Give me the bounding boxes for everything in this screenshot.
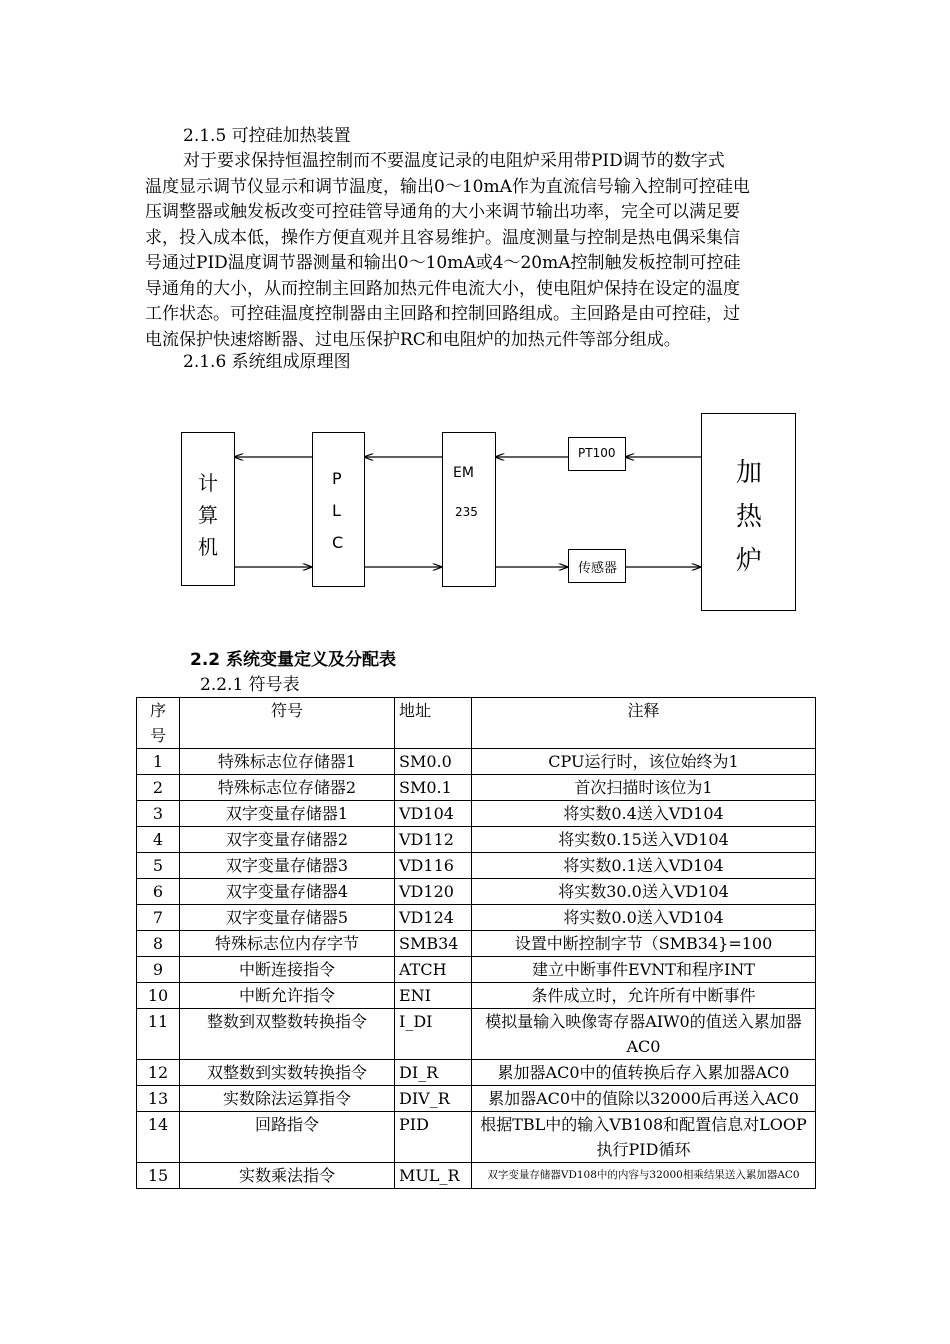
em-235-label: 235 xyxy=(455,505,478,519)
furnace-label-1: 加 xyxy=(736,458,763,488)
row-comment: 累加器AC0中的值除以32000后再送入AC0 xyxy=(472,1086,816,1112)
row-address: VD112 xyxy=(395,827,472,853)
row-comment: 将实数0.1送入VD104 xyxy=(472,853,816,879)
row-comment: CPU运行时，该位始终为1 xyxy=(472,749,816,775)
computer-label-3: 机 xyxy=(198,535,218,559)
paragraph-line: 号通过PID温度调节器测量和输出0～10mA或4～20mA控制触发板控制可控硅 xyxy=(145,253,741,273)
row-comment: 累加器AC0中的值转换后存入累加器AC0 xyxy=(472,1060,816,1086)
row-symbol: 实数乘法指令 xyxy=(180,1163,395,1189)
sensor-label: 传感器 xyxy=(578,561,618,576)
row-address: ATCH xyxy=(395,957,472,983)
paragraph-line: 工作状态。可控硅温度控制器由主回路和控制回路组成。主回路是由可控硅，过 xyxy=(145,304,740,324)
row-comment: 条件成立时，允许所有中断事件 xyxy=(472,983,816,1009)
row-symbol: 双字变量存储器1 xyxy=(180,801,395,827)
pt100-label: PT100 xyxy=(578,446,616,460)
header-address: 地址 xyxy=(395,698,472,749)
table-row xyxy=(137,1060,816,1086)
row-symbol: 双整数到实数转换指令 xyxy=(180,1060,395,1086)
row-address: SM0.0 xyxy=(395,749,472,775)
plc-label-c: C xyxy=(332,533,344,552)
section-2-2-heading: 2.2 系统变量定义及分配表 xyxy=(190,650,397,670)
row-no: 7 xyxy=(137,905,180,931)
table-header-row xyxy=(137,698,816,749)
table-row xyxy=(137,1086,816,1112)
furnace-label-2: 热 xyxy=(736,502,763,532)
paragraph-line: 压调整器或触发板改变可控硅管导通角的大小来调节输出功率，完全可以满足要 xyxy=(145,202,740,222)
row-address: MUL_R xyxy=(395,1163,472,1189)
symbol-table xyxy=(136,697,816,1189)
furnace-label-3: 炉 xyxy=(736,546,763,576)
em235-block xyxy=(442,432,496,587)
row-symbol: 整数到双整数转换指令 xyxy=(180,1009,395,1060)
row-symbol: 双字变量存储器5 xyxy=(180,905,395,931)
table-row xyxy=(137,775,816,801)
paragraph-line: 温度显示调节仪显示和调节温度，输出0～10mA作为直流信号输入控制可控硅电 xyxy=(145,176,750,197)
row-comment: 根据TBL中的输入VB108和配置信息对LOOP执行PID循环 xyxy=(472,1112,816,1163)
row-symbol: 回路指令 xyxy=(180,1112,395,1163)
table-row xyxy=(137,879,816,905)
row-symbol: 双字变量存储器3 xyxy=(180,853,395,879)
table-row xyxy=(137,749,816,775)
table-row xyxy=(137,853,816,879)
row-symbol: 特殊标志位存储器1 xyxy=(180,749,395,775)
row-address: VD124 xyxy=(395,905,472,931)
table-row xyxy=(137,983,816,1009)
row-symbol: 特殊标志位内存字节 xyxy=(180,931,395,957)
section-2-1-6-heading: 2.1.6 系统组成原理图 xyxy=(183,352,351,372)
paragraph-line: 电流保护快速熔断器、过电压保护RC和电阻炉的加热元件等部分组成。 xyxy=(145,329,681,350)
table-row xyxy=(137,827,816,853)
pt100-block xyxy=(568,437,626,471)
table-row xyxy=(137,1112,816,1163)
row-no: 15 xyxy=(137,1163,180,1189)
row-address: SM0.1 xyxy=(395,775,472,801)
row-comment: 双字变量存储器VD108中的内容与32000相乘结果送入累加器AC0 xyxy=(472,1163,816,1189)
row-comment: 模拟量输入映像寄存器AIW0的值送入累加器AC0 xyxy=(472,1009,816,1060)
header-no xyxy=(137,698,180,749)
row-no: 10 xyxy=(137,983,180,1009)
computer-label-2: 算 xyxy=(198,503,218,527)
row-symbol: 双字变量存储器2 xyxy=(180,827,395,853)
row-no: 14 xyxy=(137,1112,180,1163)
row-symbol: 中断连接指令 xyxy=(180,957,395,983)
section-2-1-5-paragraph xyxy=(145,149,810,353)
row-symbol: 双字变量存储器4 xyxy=(180,879,395,905)
row-comment: 将实数0.0送入VD104 xyxy=(472,905,816,931)
row-no: 11 xyxy=(137,1009,180,1060)
header-no-line1: 序 xyxy=(149,701,166,720)
sensor-block xyxy=(568,549,626,583)
row-address: PID xyxy=(395,1112,472,1163)
row-address: DIV_R xyxy=(395,1086,472,1112)
paragraph-line: 对于要求保持恒温控制而不要温度记录的电阻炉采用带PID调节的数字式 xyxy=(183,151,725,171)
row-comment: 将实数0.4送入VD104 xyxy=(472,801,816,827)
row-comment: 设置中断控制字节（SMB34}=100 xyxy=(472,931,816,957)
em-label: EM xyxy=(453,465,474,481)
row-symbol: 中断允许指令 xyxy=(180,983,395,1009)
row-no: 5 xyxy=(137,853,180,879)
row-no: 6 xyxy=(137,879,180,905)
row-address: VD120 xyxy=(395,879,472,905)
computer-label-1: 计 xyxy=(198,471,218,495)
paragraph-line: 导通角的大小，从而控制主回路加热元件电流大小，使电阻炉保持在设定的温度 xyxy=(145,278,740,299)
row-symbol: 特殊标志位存储器2 xyxy=(180,775,395,801)
row-comment: 将实数30.0送入VD104 xyxy=(472,879,816,905)
furnace-block xyxy=(701,413,796,611)
row-address: I_DI xyxy=(395,1009,472,1060)
row-address: VD104 xyxy=(395,801,472,827)
table-row xyxy=(137,1163,816,1189)
row-address: ENI xyxy=(395,983,472,1009)
table-row xyxy=(137,931,816,957)
row-no: 2 xyxy=(137,775,180,801)
row-address: DI_R xyxy=(395,1060,472,1086)
row-no: 9 xyxy=(137,957,180,983)
row-no: 13 xyxy=(137,1086,180,1112)
row-no: 8 xyxy=(137,931,180,957)
row-comment: 建立中断事件EVNT和程序INT xyxy=(472,957,816,983)
row-comment: 将实数0.15送入VD104 xyxy=(472,827,816,853)
header-symbol: 符号 xyxy=(180,698,395,749)
header-comment: 注释 xyxy=(472,698,816,749)
row-address: SMB34 xyxy=(395,931,472,957)
row-address: VD116 xyxy=(395,853,472,879)
header-no-line2: 号 xyxy=(149,726,166,745)
plc-label-p: P xyxy=(332,469,342,488)
computer-block xyxy=(181,432,235,586)
row-no: 4 xyxy=(137,827,180,853)
plc-label-l: L xyxy=(332,501,341,520)
section-2-1-5-heading: 2.1.5 可控硅加热装置 xyxy=(183,126,351,146)
table-row xyxy=(137,1009,816,1060)
row-no: 1 xyxy=(137,749,180,775)
section-2-2-1-heading: 2.2.1 符号表 xyxy=(200,675,300,695)
row-symbol: 实数除法运算指令 xyxy=(180,1086,395,1112)
table-row xyxy=(137,905,816,931)
row-no: 12 xyxy=(137,1060,180,1086)
paragraph-line: 求，投入成本低，操作方便直观并且容易维护。温度测量与控制是热电偶采集信 xyxy=(145,227,740,248)
plc-block xyxy=(312,432,365,587)
table-row xyxy=(137,801,816,827)
table-body xyxy=(137,749,816,1189)
system-diagram xyxy=(175,410,805,620)
row-comment: 首次扫描时该位为1 xyxy=(472,775,816,801)
table-row xyxy=(137,957,816,983)
row-no: 3 xyxy=(137,801,180,827)
